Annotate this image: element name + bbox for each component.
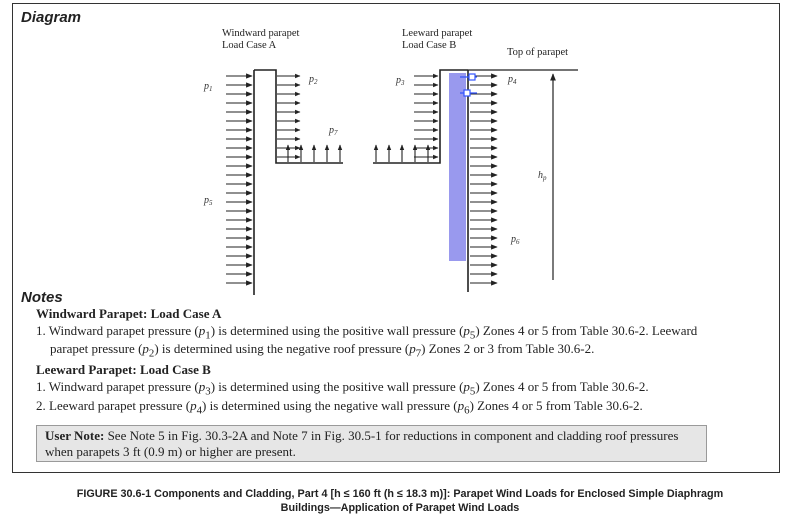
figure-caption-line2: Buildings—Application of Parapet Wind Loads — [280, 502, 520, 514]
p3-label: $p_3$ — [396, 75, 405, 87]
p7-label: $p_7$ — [329, 125, 338, 137]
case-b-title: Leeward Parapet: Load Case B — [36, 362, 211, 377]
leeward-label-line1: Leeward parapet — [402, 28, 473, 39]
user-note-text: See Note 5 in Fig. 30.3-2A and Note 7 in Fig. 30.5-1 for reductions in component and cladding roof pressures when parapets 3 ft (0.9 m) or higher are present. — [45, 428, 679, 459]
p5-label: $p_5$ — [204, 195, 213, 207]
case-a-title: Windward Parapet: Load Case A — [36, 306, 222, 321]
p6-label: $p_6$ — [511, 234, 520, 246]
leeward-parapet — [449, 73, 466, 261]
hp-label: $h_p$ — [538, 170, 547, 182]
user-note-label: User Note: — [45, 428, 105, 443]
notes-heading: Notes — [21, 289, 63, 306]
case-b-note-1: 1. Windward parapet pressure $(p_3)$ is determined using the positive wall pressure $(p_5)$ Zones 4 or 5 from Table 30.6-2. — [36, 379, 649, 398]
case-a-note-1-line1: 1. Windward parapet pressure $(p_1)$ is determined using the positive wall pressure $(p_5)$ Zones 4 or 5 from Table 30.6-2. Leeward — [36, 323, 698, 342]
p1-label: $p_1$ — [204, 81, 213, 93]
windward-wall-roof — [254, 70, 343, 163]
user-note-box — [36, 425, 707, 462]
p4-label: $p_4$ — [508, 74, 517, 86]
windward-label-line1: Windward parapet — [222, 28, 300, 39]
case-b-note-2: 2. Leeward parapet pressure $(p_4)$ is determined using the negative wall pressure $(p_6)$ Zones 4 or 5 from Table 30.6-2. — [36, 398, 643, 417]
figure-caption-line1: FIGURE 30.6-1 Components and Cladding, Part 4 [h ≤ 160 ft (h ≤ 18.3 m)]: Parapet Wind Loads for Enclosed Simple Diaphragm — [76, 488, 724, 500]
windward-label-line2: Load Case A — [222, 40, 277, 51]
diagram-heading: Diagram — [21, 9, 82, 26]
leeward-label-line2: Load Case B — [402, 40, 457, 51]
top-of-parapet-label: Top of parapet — [507, 47, 569, 58]
case-a-note-1-line2: parapet pressure $(p_2)$ is determined using the negative roof pressure $(p_7)$ Zones 2 or 3 from Table 30.6-2. — [50, 341, 595, 360]
p2-label: $p_2$ — [309, 74, 318, 86]
